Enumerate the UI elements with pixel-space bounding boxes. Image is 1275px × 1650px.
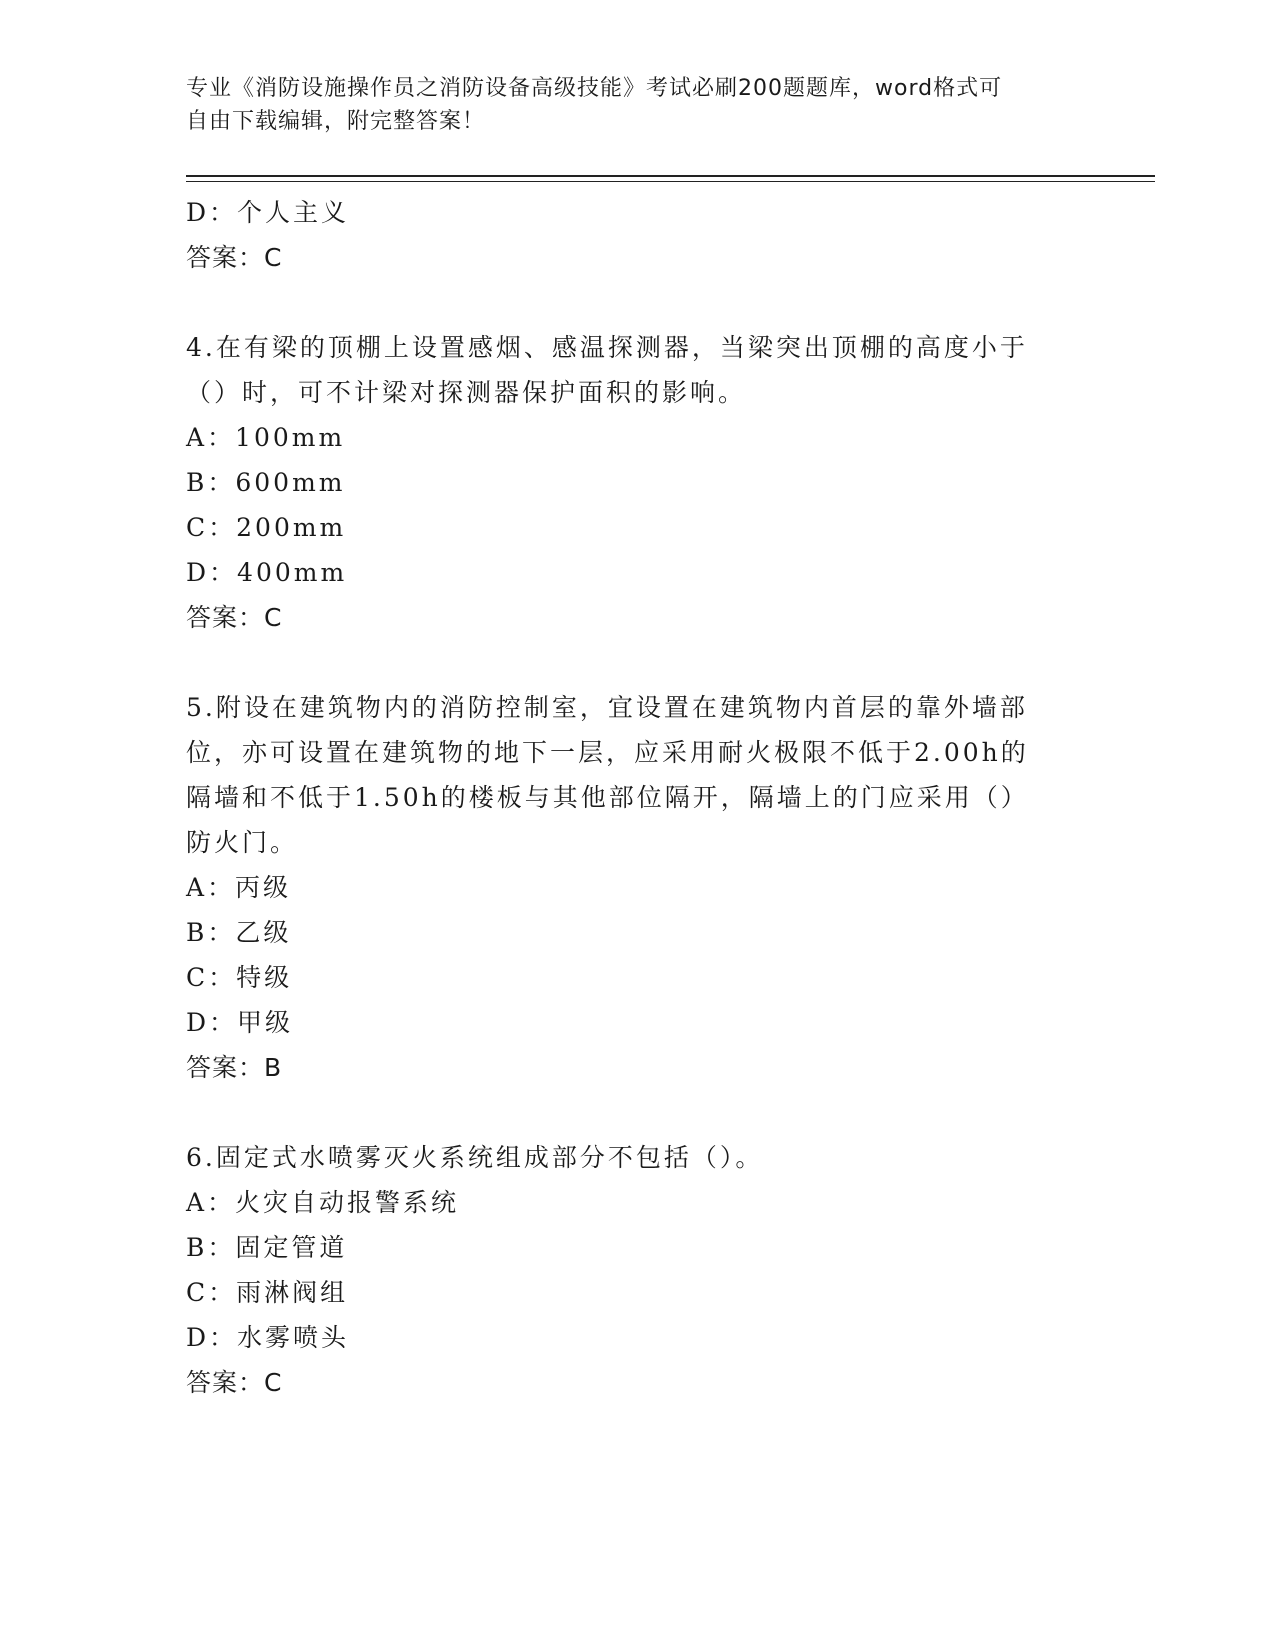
header-title-line-2: 自由下载编辑，附完整答案！ [186,109,486,134]
stem-line: （）时，可不计梁对探测器保护面积的影响。 [186,378,747,407]
option-d: D：水雾喷头 [186,1323,350,1352]
option-b: B：600mm [186,468,346,497]
option-c: C：200mm [186,513,347,542]
option-d: D：400mm [186,558,348,587]
stem-line: 4.在有梁的顶棚上设置感烟、感温探测器，当梁突出顶棚的高度小于 [186,333,1028,362]
answer: 答案：B [186,1053,283,1082]
header-divider-thick [186,175,1155,177]
stem-line: 防火门。 [186,828,299,857]
answer: 答案：C [186,603,283,632]
stem-line: 5.附设在建筑物内的消防控制室，宜设置在建筑物内首层的靠外墙部 [186,693,1028,722]
option-b: B：固定管道 [186,1233,348,1262]
document-header [186,72,1066,138]
option-b: B：乙级 [186,918,292,947]
document-body [186,190,1086,1405]
header-divider-thin [186,181,1155,182]
question-6 [186,1135,1086,1405]
question-4 [186,325,1086,640]
continued-question [186,190,1086,280]
option-a: A：火灾自动报警系统 [186,1188,460,1217]
question-stem [186,685,1086,865]
option-c: C：特级 [186,963,293,992]
option-c: C：雨淋阀组 [186,1278,349,1307]
option-d: D：甲级 [186,1008,294,1037]
answer: 答案：C [186,243,283,272]
stem-line: 6.固定式水喷雾灭火系统组成部分不包括（）。 [186,1143,764,1172]
option-a: A：100mm [186,423,346,452]
question-stem [186,1135,1086,1180]
header-title-line-1: 专业《消防设施操作员之消防设备高级技能》考试必刷200题题库，word格式可 [186,76,1003,101]
question-5 [186,685,1086,1090]
option-a: A：丙级 [186,873,292,902]
stem-line: 隔墙和不低于1.50h的楼板与其他部位隔开，隔墙上的门应采用（） [186,783,1029,812]
stem-line: 位，亦可设置在建筑物的地下一层，应采用耐火极限不低于2.00h的 [186,738,1029,767]
answer: 答案：C [186,1368,283,1397]
question-stem [186,325,1086,415]
option-d: D：个人主义 [186,198,350,227]
